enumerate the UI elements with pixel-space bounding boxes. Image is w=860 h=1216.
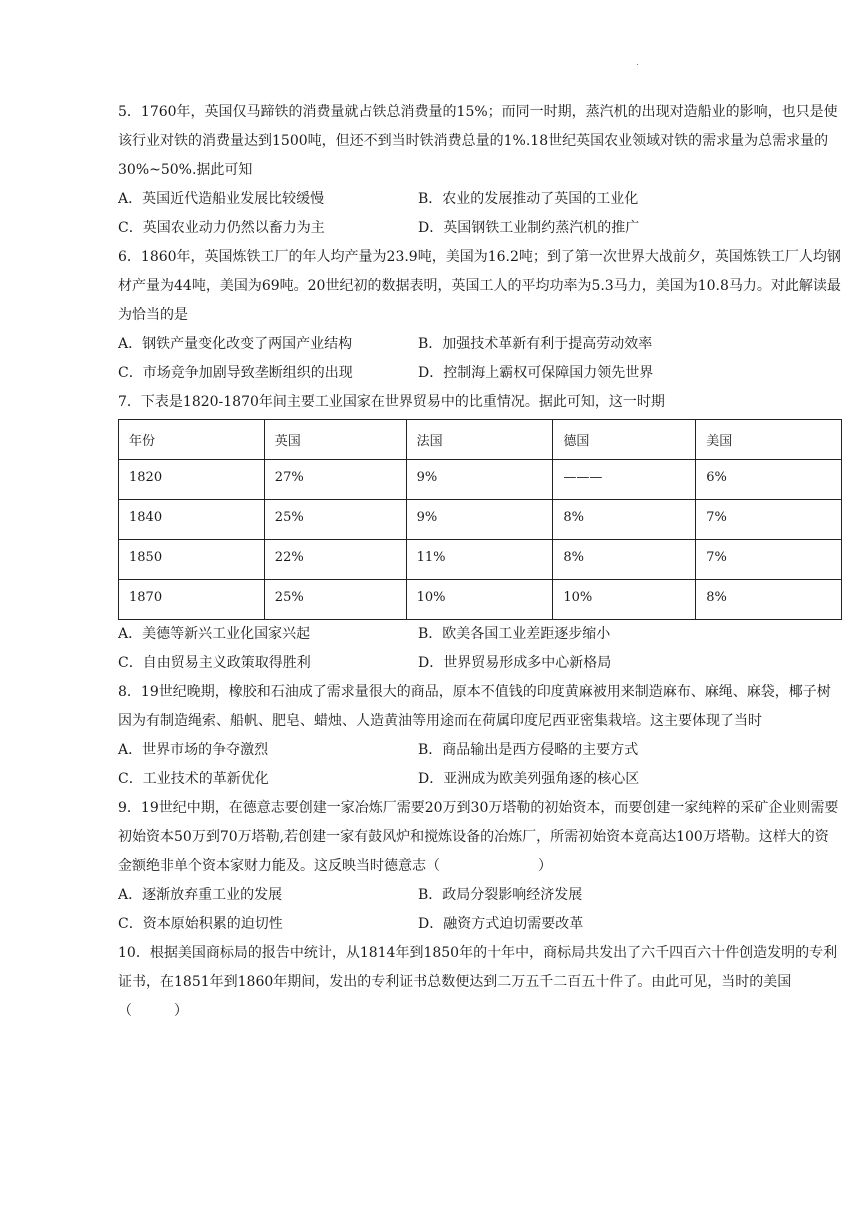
table-cell: 6% — [696, 460, 842, 500]
table-row — [119, 540, 842, 580]
table-cell: 1870 — [119, 580, 265, 620]
question-5-options — [118, 185, 842, 243]
table-header-cell: 年份 — [119, 420, 265, 460]
question-8-stem: 8．19世纪晚期，橡胶和石油成了需求量很大的商品，原本不值钱的印度黄麻被用来制造麻布、麻绳、麻袋，椰子树因为有制造绳索、船帆、肥皂、蜡烛、人造黄油等用途而在荷属印度尼西亚密集栽培。这主要体现了当时 — [118, 684, 831, 729]
table-cell: 10% — [406, 580, 553, 620]
table-cell: 25% — [264, 580, 406, 620]
option-6b[interactable]: B．加强技术革新有利于提高劳动效率 — [418, 336, 653, 352]
table-header-row — [119, 420, 842, 460]
option-6a[interactable]: A．钢铁产量变化改变了两国产业结构 — [118, 336, 353, 352]
table-cell: 9% — [406, 460, 553, 500]
table-cell: 25% — [264, 500, 406, 540]
table-cell: 8% — [696, 580, 842, 620]
option-9a[interactable]: A．逐渐放弃重工业的发展 — [118, 887, 283, 903]
option-7a[interactable]: A．美德等新兴工业化国家兴起 — [118, 626, 311, 642]
table-cell: 1820 — [119, 460, 265, 500]
option-5c[interactable]: C．英国农业动力仍然以畜力为主 — [118, 220, 325, 236]
option-9b[interactable]: B．政局分裂影响经济发展 — [418, 887, 583, 903]
option-7c[interactable]: C．自由贸易主义政策取得胜利 — [118, 655, 311, 671]
option-6c[interactable]: C．市场竞争加剧导致垄断组织的出现 — [118, 365, 353, 381]
table-cell: ——— — [553, 460, 696, 500]
table-cell: 27% — [264, 460, 406, 500]
option-8b[interactable]: B．商品输出是西方侵略的主要方式 — [418, 742, 639, 758]
option-8d[interactable]: D．亚洲成为欧美列强角逐的核心区 — [418, 771, 640, 787]
option-8a[interactable]: A．世界市场的争夺激烈 — [118, 742, 269, 758]
question-5-stem: 5．1760年，英国仅马蹄铁的消费量就占铁总消费量的15%；而同一时期，蒸汽机的出现对造船业的影响，也只是使该行业对铁的消费量达到1500吨，但还不到当时铁消费总量的1%.18世纪英国农业领域对铁的需求量为总需求量的30%~50%.据此可知 — [118, 104, 838, 178]
trade-share-table — [118, 419, 842, 620]
option-8c[interactable]: C．工业技术的革新优化 — [118, 771, 269, 787]
question-6-options — [118, 330, 842, 388]
question-6-stem: 6．1860年，英国炼铁工厂的年人均产量为23.9吨，美国为16.2吨；到了第一次世界大战前夕，英国炼铁工厂人均钢材产量为44吨，美国为69吨。20世纪初的数据表明，英国工人的平均功率为5.3马力，美国为10.8马力。对此解读最为恰当的是 — [118, 249, 841, 323]
option-5b[interactable]: B．农业的发展推动了英国的工业化 — [418, 191, 639, 207]
table-cell: 22% — [264, 540, 406, 580]
question-7-stem: 7．下表是1820-1870年间主要工业国家在世界贸易中的比重情况。据此可知，这一时期 — [118, 394, 665, 410]
table-header-cell: 英国 — [264, 420, 406, 460]
table-cell: 1840 — [119, 500, 265, 540]
question-9-options — [118, 881, 842, 939]
table-cell: 7% — [696, 500, 842, 540]
table-header-cell: 德国 — [553, 420, 696, 460]
question-8-options — [118, 736, 842, 794]
table-header-cell: 美国 — [696, 420, 842, 460]
table-row — [119, 460, 842, 500]
table-row — [119, 500, 842, 540]
option-5d[interactable]: D．英国钢铁工业制约蒸汽机的推广 — [418, 220, 640, 236]
table-cell: 11% — [406, 540, 553, 580]
table-cell: 10% — [553, 580, 696, 620]
option-5a[interactable]: A．英国近代造船业发展比较缓慢 — [118, 191, 325, 207]
option-7d[interactable]: D．世界贸易形成多中心新格局 — [418, 655, 612, 671]
question-page — [118, 98, 842, 1026]
option-6d[interactable]: D．控制海上霸权可保障国力领先世界 — [418, 365, 654, 381]
table-cell: 9% — [406, 500, 553, 540]
table-cell: 1850 — [119, 540, 265, 580]
question-7-options — [118, 620, 842, 678]
table-header-cell: 法国 — [406, 420, 553, 460]
question-9-stem: 9．19世纪中期，在德意志要创建一家冶炼厂需要20万到30万塔勒的初始资本，而要创建一家纯粹的采矿企业则需要初始资本50万到70万塔勒,若创建一家有鼓风炉和搅炼设备的冶炼厂，所需初始资本竟高达100万塔勒。这样大的资金额绝非单个资本家财力能及。这反映当时德意志（ ） — [118, 800, 839, 874]
table-cell: 8% — [553, 540, 696, 580]
table-row — [119, 580, 842, 620]
option-7b[interactable]: B．欧美各国工业差距逐步缩小 — [418, 626, 611, 642]
option-9d[interactable]: D．融资方式迫切需要改革 — [418, 916, 584, 932]
question-10-stem: 10．根据美国商标局的报告中统计，从1814年到1850年的十年中，商标局共发出了六千四百六十件创造发明的专利证书，在1851年到1860年期间，发出的专利证书总数便达到二万五千二百五十件了。由此可见，当时的美国（ ） — [118, 945, 838, 1019]
table-cell: 8% — [553, 500, 696, 540]
table-cell: 7% — [696, 540, 842, 580]
header-dot: . — [636, 58, 639, 68]
option-9c[interactable]: C．资本原始积累的迫切性 — [118, 916, 283, 932]
